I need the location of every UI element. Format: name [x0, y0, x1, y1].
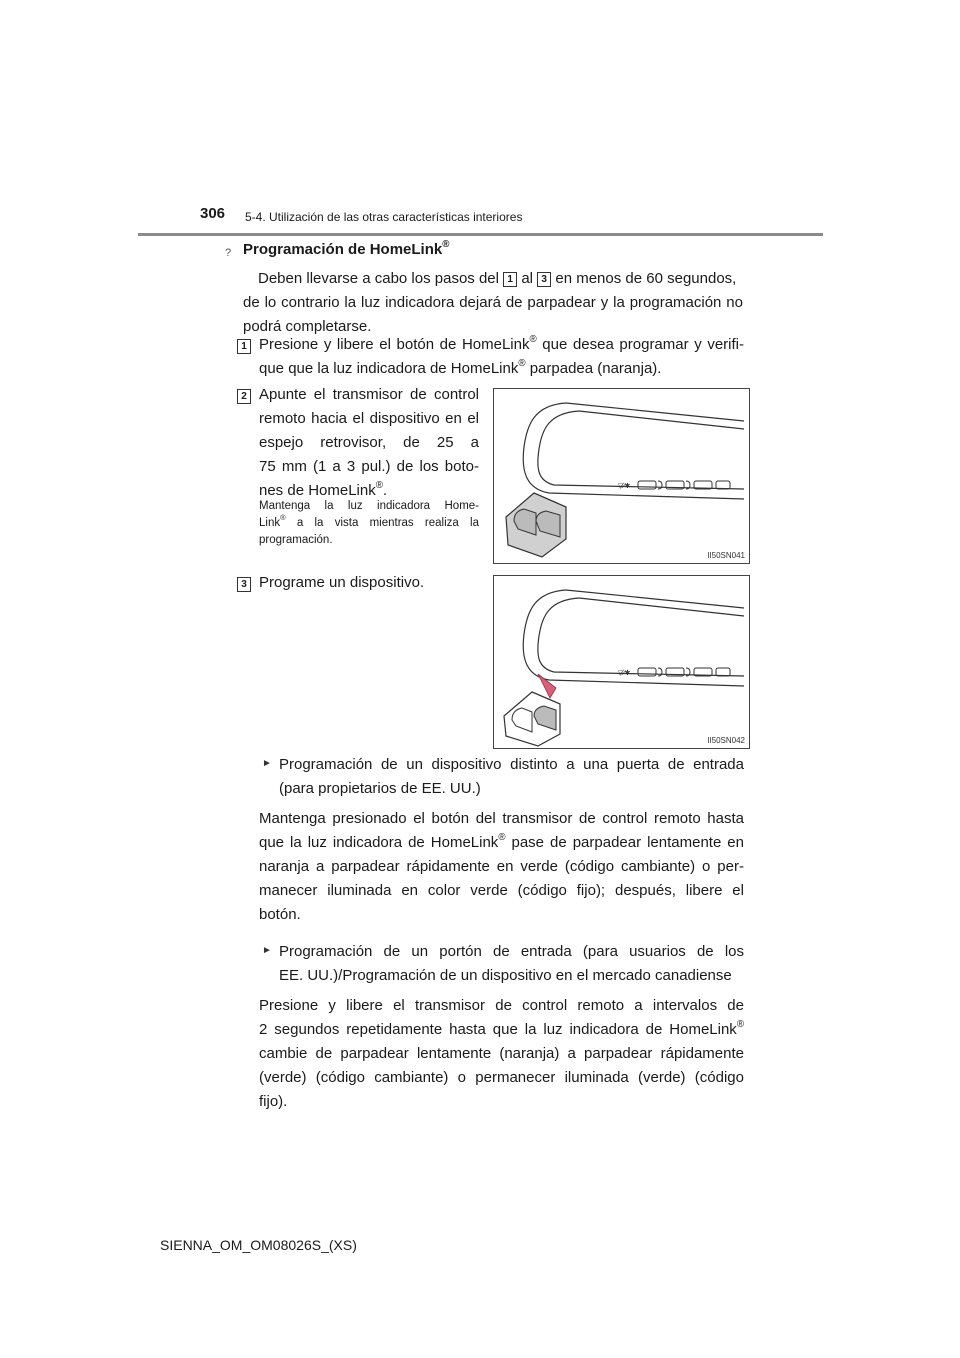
- step1-text-c: que que la luz indicadora de HomeLink: [259, 360, 519, 377]
- figure-code: II50SN042: [707, 736, 745, 745]
- step1-text-d: parpadea (naranja).: [525, 360, 662, 377]
- step-number-1: 1: [237, 339, 251, 354]
- mirror-press-illustration: [494, 576, 749, 748]
- triangle-bullet-icon: ►: [262, 945, 272, 956]
- sub2-line-1: Programación de un portón de entrada (para usuarios de los: [279, 943, 744, 960]
- step2-note-text-a: Link: [259, 517, 281, 529]
- registered-mark: ®: [442, 238, 450, 250]
- intro-line-3: podrá completarse.: [243, 318, 372, 335]
- section-title-text: Programación de HomeLink: [243, 241, 443, 258]
- para1-line-1: Mantenga presionado el botón del transmisor de control remoto hasta: [259, 810, 744, 827]
- step3-text: Programe un dispositivo.: [259, 574, 425, 591]
- registered-mark: ®: [280, 513, 286, 523]
- mirror-illustration: [494, 389, 749, 563]
- step1-line-1: [259, 333, 744, 357]
- para2-line-1: Presione y libere el transmisor de control remoto a intervalos de: [259, 997, 744, 1014]
- section-bullet: ?: [225, 247, 232, 259]
- step1-text-a: Presione y libere el botón de HomeLink: [259, 336, 530, 353]
- para1-text-b: pase de parpadear lentamente en: [505, 834, 744, 851]
- step2-text-a: nes de HomeLink: [259, 482, 376, 499]
- intro-line-1: [258, 267, 743, 291]
- step2-note-line-3: programación.: [259, 534, 333, 546]
- intro-line-2: de lo contrario la luz indicadora dejará de parpadear y la programación no: [243, 294, 743, 311]
- registered-mark: ®: [736, 1018, 744, 1030]
- intro-text-b: al: [521, 270, 534, 287]
- step-number-3: 3: [237, 577, 251, 592]
- intro-text-c: en menos de 60 segundos,: [555, 270, 737, 287]
- figure-mirror-press: [493, 575, 750, 749]
- step2-note-line-2: [259, 515, 479, 532]
- document-id: SIENNA_OM_OM08026S_(XS): [160, 1237, 357, 1253]
- figure-code: II50SN041: [707, 551, 745, 560]
- svg-text:▽⁄̸✱: ▽⁄̸✱: [618, 482, 631, 490]
- figure-mirror-transmitter: [493, 388, 750, 564]
- step2-line-3: espejo retrovisor, de 25 a: [259, 434, 479, 451]
- svg-text:▽⁄̸✱: ▽⁄̸✱: [618, 669, 631, 677]
- page-number: 306: [200, 205, 226, 222]
- para2-line-4: (verde) (código cambiante) o permanecer iluminada (verde) (código: [259, 1069, 744, 1086]
- step2-line-4: 75 mm (1 a 3 pul.) de los boto-: [259, 458, 479, 475]
- para1-text-a: que la luz indicadora de HomeLink: [259, 834, 499, 851]
- triangle-bullet-icon: ►: [262, 758, 272, 769]
- para2-line-3: cambie de parpadear lentamente (naranja) a parpadear rápidamente: [259, 1045, 744, 1062]
- registered-mark: ®: [518, 357, 526, 369]
- registered-mark: ®: [529, 333, 537, 345]
- step-ref-box-3: 3: [537, 272, 551, 287]
- registered-mark: ®: [375, 479, 383, 491]
- sub2-line-2: EE. UU.)/Programación de un dispositivo en el mercado canadiense: [279, 967, 732, 984]
- section-title: [243, 238, 450, 258]
- sub1-line-1: Programación de un dispositivo distinto a una puerta de entrada: [279, 756, 744, 773]
- step-ref-box-1: 1: [503, 272, 517, 287]
- chapter-title: 5-4. Utilización de las otras características interiores: [245, 210, 523, 224]
- header-rule: [138, 233, 823, 236]
- para1-line-3: naranja a parpadear rápidamente en verde (código cambiante) o per-: [259, 858, 744, 875]
- step2-text-b: .: [382, 482, 388, 499]
- step1-text-b: que desea programar y verifi-: [536, 336, 745, 353]
- para2-line-2: [259, 1018, 744, 1042]
- para1-line-2: [259, 831, 744, 855]
- step1-line-2: [259, 357, 744, 381]
- para2-line-5: fijo).: [259, 1093, 288, 1110]
- step2-line-2: remoto hacia el dispositivo en el: [259, 410, 479, 427]
- intro-text-a: Deben llevarse a cabo los pasos del: [258, 270, 499, 287]
- registered-mark: ®: [498, 831, 506, 843]
- para2-text-a: 2 segundos repetidamente hasta que la luz indicadora de HomeLink: [259, 1021, 737, 1038]
- para1-line-5: botón.: [259, 906, 301, 923]
- para1-line-4: manecer iluminada en color verde (código fijo); después, libere el: [259, 882, 744, 899]
- step2-note-line-1: Mantenga la luz indicadora Home-: [259, 500, 479, 512]
- step-number-2: 2: [237, 389, 251, 404]
- step2-note-text-b: a la vista mientras realiza la: [285, 517, 479, 529]
- step2-line-1: Apunte el transmisor de control: [259, 386, 479, 403]
- sub1-line-2: (para propietarios de EE. UU.): [279, 780, 481, 797]
